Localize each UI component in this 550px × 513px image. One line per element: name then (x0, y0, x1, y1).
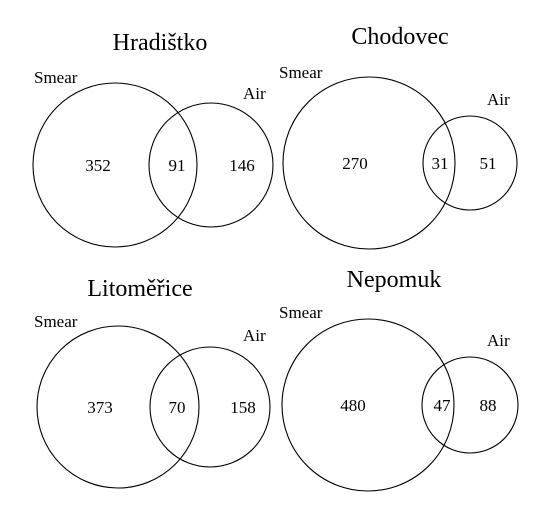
intersection-count: 47 (433, 396, 451, 415)
smear-circle (282, 319, 454, 491)
venn-panel-chodovec (279, 24, 517, 249)
air-label: Air (243, 326, 266, 345)
air-label: Air (487, 331, 510, 350)
smear-only-count: 373 (87, 398, 113, 417)
panel-title: Litoměřice (87, 276, 193, 302)
panel-title: Hradištko (112, 30, 208, 56)
air-only-count: 51 (479, 154, 497, 173)
intersection-count: 91 (168, 156, 186, 175)
venn-panel-litomerice (34, 276, 270, 488)
air-label: Air (243, 84, 266, 103)
panel-title: Nepomuk (346, 267, 442, 293)
air-label: Air (487, 90, 510, 109)
smear-only-count: 352 (85, 156, 111, 175)
air-only-count: 88 (479, 396, 497, 415)
smear-label: Smear (34, 312, 78, 331)
smear-label: Smear (34, 68, 78, 87)
venn-panel-nepomuk (279, 267, 518, 491)
venn-panel-hradistko (33, 30, 273, 247)
air-only-count: 158 (230, 398, 256, 417)
smear-label: Smear (279, 63, 323, 82)
smear-label: Smear (279, 303, 323, 322)
smear-circle (283, 77, 455, 249)
intersection-count: 31 (431, 154, 449, 173)
smear-only-count: 270 (342, 154, 368, 173)
panel-title: Chodovec (351, 24, 449, 50)
air-only-count: 146 (229, 156, 255, 175)
intersection-count: 70 (168, 398, 186, 417)
smear-only-count: 480 (340, 396, 366, 415)
